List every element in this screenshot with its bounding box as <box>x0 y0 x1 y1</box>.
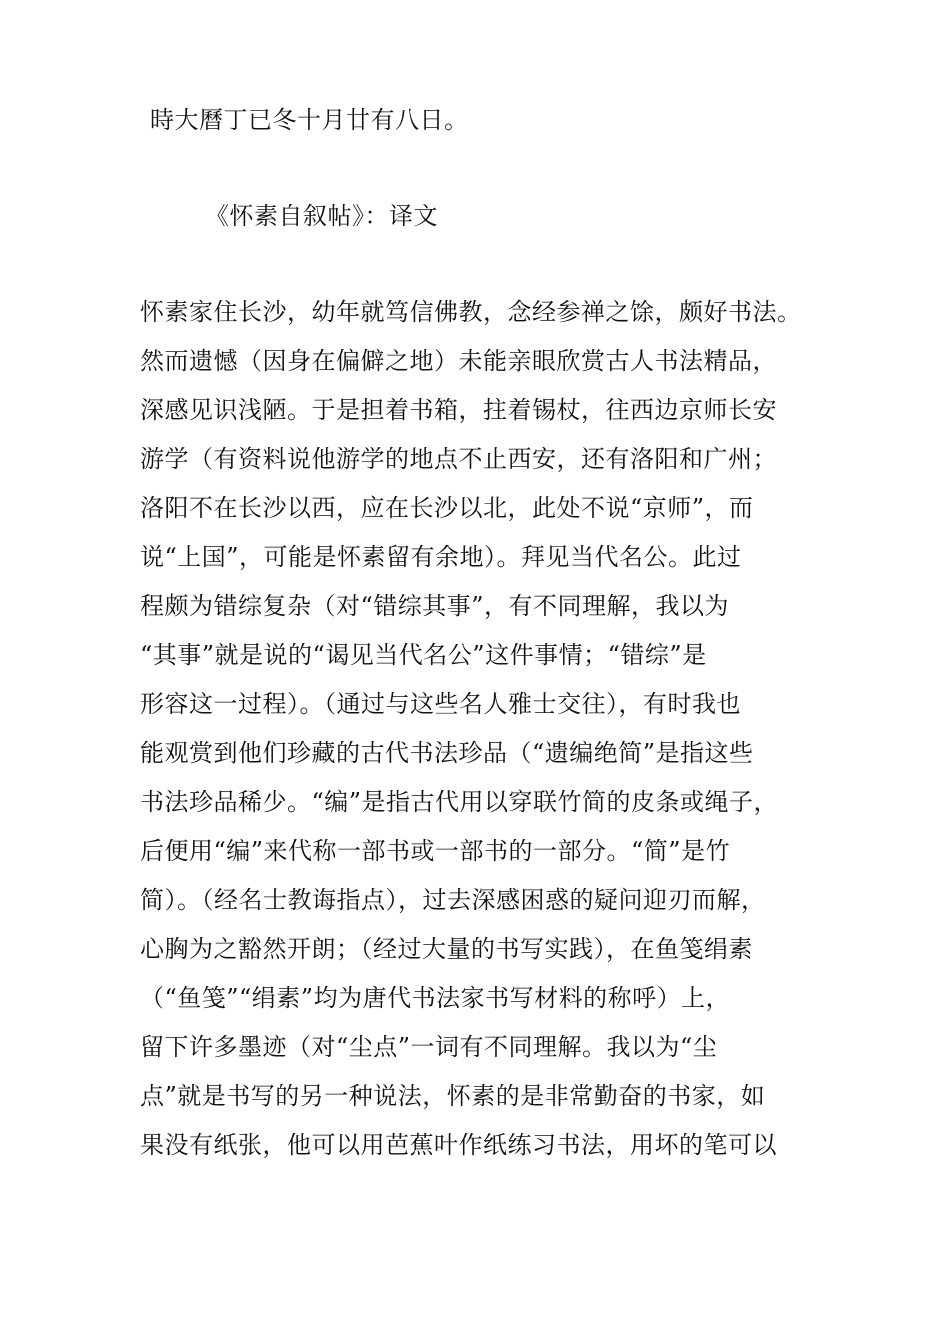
paragraph-line: 形容这一过程）。（通过与这些名人雅士交往），有时我也 <box>140 690 741 718</box>
document-title: 《怀素自叙帖》：译文 <box>205 202 438 230</box>
paragraph-line: 点”就是书写的另一种说法，怀素的是非常勤奋的书家，如 <box>140 1082 766 1110</box>
paragraph-line: 能观赏到他们珍藏的古代书法珍品（“遗编绝简”是指这些 <box>140 739 754 767</box>
paragraph-line: 程颇为错综复杂（对“错综其事”，有不同理解，我以为 <box>140 592 730 620</box>
paragraph-line: 简）。（经名士教诲指点），过去深感困惑的疑问迎刃而解， <box>140 886 766 914</box>
paragraph-line: 说“上国”，可能是怀素留有余地）。拜见当代名公。此过 <box>140 543 742 571</box>
paragraph-line: 书法珍品稀少。“编”是指古代用以穿联竹简的皮条或绳子， <box>140 788 779 816</box>
paragraph-line: 后便用“编”来代称一部书或一部书的一部分。“简”是竹 <box>140 837 731 865</box>
paragraph-line: 留下许多墨迹（对“尘点”一词有不同理解。我以为“尘 <box>140 1033 718 1061</box>
paragraph-line: 深感见识浅陋。于是担着书箱，拄着锡杖，往西边京师长安 <box>140 396 777 424</box>
paragraph-line: 怀素家住长沙，幼年就笃信佛教，念经参禅之馀，颇好书法。 <box>140 298 802 326</box>
paragraph-line: 洛阳不在长沙以西，应在长沙以北，此处不说“京师”，而 <box>140 494 754 522</box>
paragraph-line: 心胸为之豁然开朗；（经过大量的书写实践），在鱼笺绢素 <box>140 935 753 963</box>
paragraph-line: “其事”就是说的“谒见当代名公”这件事情；“错综”是 <box>140 641 707 669</box>
date-line: 時大曆丁已冬十月廿有八日。 <box>150 106 469 134</box>
paragraph-line: （“鱼笺”“绢素”均为唐代书法家书写材料的称呼）上， <box>140 984 731 1012</box>
paragraph-line: 然而遗憾（因身在偏僻之地）未能亲眼欣赏古人书法精品， <box>140 347 777 375</box>
paragraph-line: 游学（有资料说他游学的地点不止西安，还有洛阳和广州； <box>140 445 777 473</box>
paragraph-line: 果没有纸张，他可以用芭蕉叶作纸练习书法，用坏的笔可以 <box>140 1131 777 1159</box>
